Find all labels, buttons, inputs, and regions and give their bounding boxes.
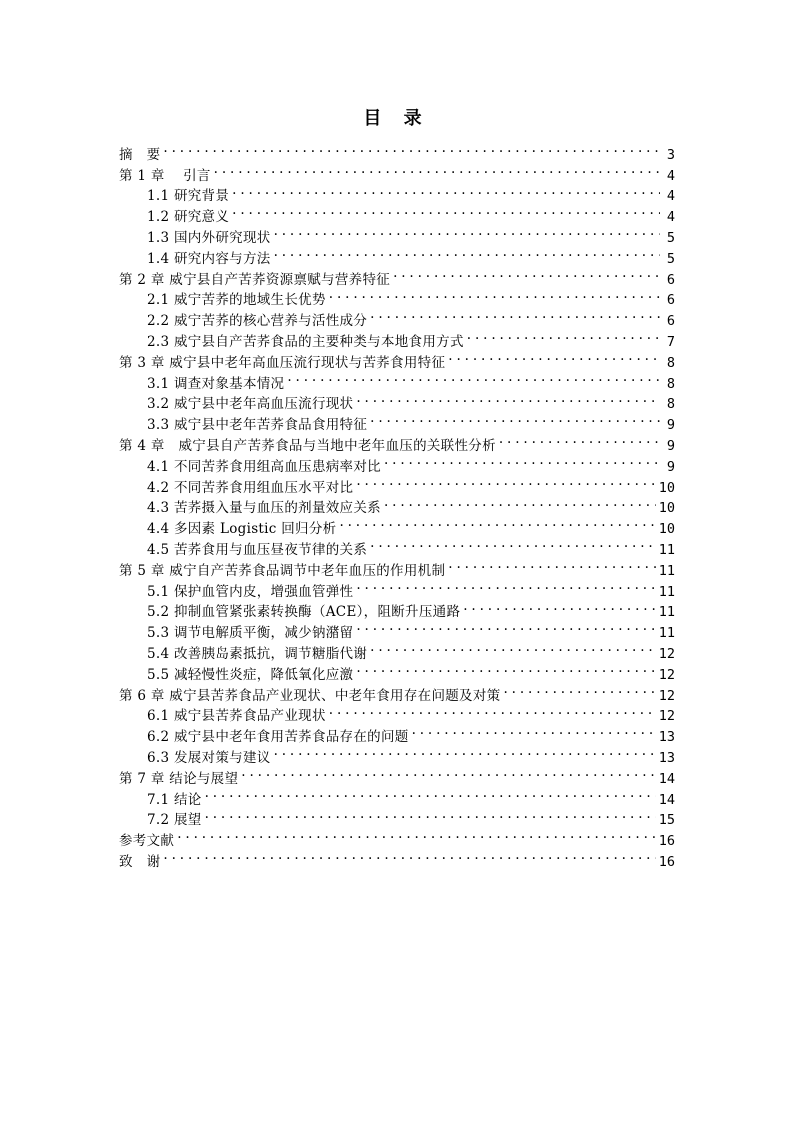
toc-dot-leader [448,346,660,367]
toc-entry-label: 1.1 研究背景 [147,188,230,205]
toc-dot-leader [339,512,655,533]
toc-entry-label: 6.1 威宁县苦荞食品产业现状 [147,708,326,725]
toc-entry-label: 第 5 章 威宁自产苦荞食品调节中老年血压的作用机制 [119,562,446,579]
toc-entry-label: 4.4 多因素 Logistic 回归分析 [147,521,337,538]
toc-page-number: 9 [666,458,675,475]
toc-chapter-entry[interactable] [119,824,675,850]
toc-entry-label: 3.1 调查对象基本情况 [147,375,285,392]
toc-page-number: 4 [666,167,675,184]
toc-page-number: 13 [658,749,675,766]
toc-page-number: 6 [666,313,675,330]
toc-page-number: 7 [666,333,675,350]
toc-page-number: 10 [658,479,675,496]
toc-dot-leader [163,845,655,866]
toc-title: 目 录 [363,108,430,129]
toc-dot-leader [287,367,660,388]
toc-page-number: 5 [666,250,675,267]
toc-entry-label: 5.5 减轻慢性炎症，降低氧化应激 [147,666,354,683]
toc-entry-label: 2.2 威宁苦荞的核心营养与活性成分 [147,313,368,330]
toc-list [119,138,675,870]
toc-page-number: 11 [658,541,675,558]
toc-page-number: 9 [666,417,675,434]
toc-dot-leader [463,596,655,617]
toc-dot-leader [356,575,655,596]
toc-page-number: 14 [658,770,675,787]
toc-entry-label: 4.3 苦荞摄入量与血压的剂量效应关系 [147,500,381,517]
toc-page-number: 8 [666,396,675,413]
toc-chapter-entry[interactable] [119,845,675,870]
toc-chapter-entry[interactable] [119,138,675,163]
toc-dot-leader [503,679,655,700]
toc-dot-leader [329,700,656,721]
toc-dot-leader [356,616,655,637]
toc-dot-leader [274,242,660,263]
toc-dot-leader [274,221,660,242]
toc-entry-label: 4.1 不同苦荞食用组高血压患病率对比 [147,458,381,475]
toc-dot-leader [356,388,660,409]
toc-dot-leader [370,304,660,325]
toc-dot-leader [467,325,660,346]
toc-page-number: 10 [658,500,675,517]
toc-entry-label: 第 4 章 威宁县自产苦荞食品与当地中老年血压的关联性分析 [119,437,496,454]
toc-entry-label: 4.5 苦荞食用与血压昼夜节律的关系 [147,541,368,558]
toc-entry-label: 致 谢 [119,853,161,870]
toc-dot-leader [393,263,660,284]
toc-page-number: 13 [658,729,675,746]
toc-dot-leader [177,824,656,845]
toc-page-number: 6 [666,292,675,309]
toc-page-number: 5 [666,229,675,246]
toc-entry-label: 7.1 结论 [147,791,202,808]
toc-entry-label: 6.2 威宁县中老年食用苦荞食品存在的问题 [147,729,409,746]
toc-entry-label: 5.1 保护血管内皮，增强血管弹性 [147,583,354,600]
toc-entry-label: 第 6 章 威宁县苦荞食品产业现状、中老年食用存在问题及对策 [119,687,501,704]
toc-entry-label: 2.1 威宁苦荞的地域生长优势 [147,292,326,309]
toc-entry-label: 第 3 章 威宁县中老年高血压流行现状与苦荞食用特征 [119,354,446,371]
toc-entry-label: 1.4 研究内容与方法 [147,250,271,267]
toc-dot-leader [370,533,656,554]
toc-page-number: 11 [658,583,675,600]
toc-entry-label: 第 1 章 引言 [119,167,211,184]
toc-page-number: 4 [666,188,675,205]
toc-dot-leader [370,408,660,429]
toc-entry-label: 7.2 展望 [147,812,202,829]
toc-page-number: 10 [658,521,675,538]
toc-page-number: 16 [658,833,675,850]
toc-dot-leader [205,804,656,825]
toc-page-number: 3 [666,146,675,163]
toc-dot-leader [241,762,655,783]
toc-page-number: 12 [658,645,675,662]
toc-page-number: 12 [658,708,675,725]
toc-page-number: 15 [658,812,675,829]
toc-section-entry[interactable] [119,804,675,829]
toc-entry-label: 第 7 章 结论与展望 [119,770,239,787]
toc-dot-leader [370,637,656,658]
toc-page-number: 12 [658,666,675,683]
toc-dot-leader [214,159,660,180]
toc-dot-leader [274,741,656,762]
toc-page-number: 4 [666,209,675,226]
toc-entry-label: 参考文献 [119,833,175,850]
toc-dot-leader [232,180,660,201]
toc-entry-label: 3.2 威宁县中老年高血压流行现状 [147,396,354,413]
toc-dot-leader [205,783,656,804]
toc-dot-leader [384,450,660,471]
toc-dot-leader [448,554,655,575]
toc-page-number: 8 [666,375,675,392]
toc-page-number: 12 [658,687,675,704]
toc-entry-label: 摘 要 [119,146,161,163]
toc-dot-leader [356,658,655,679]
toc-page-number: 11 [658,562,675,579]
toc-page-number: 6 [666,271,675,288]
toc-page-number: 14 [658,791,675,808]
toc-entry-label: 5.3 调节电解质平衡，减少钠潴留 [147,625,354,642]
toc-page-number: 9 [666,437,675,454]
toc-entry-label: 1.2 研究意义 [147,209,230,226]
toc-page-number: 11 [658,625,675,642]
toc-entry-label: 第 2 章 威宁县自产苦荞资源禀赋与营养特征 [119,271,391,288]
toc-entry-label: 1.3 国内外研究现状 [147,229,271,246]
toc-entry-label: 5.4 改善胰岛素抵抗，调节糖脂代谢 [147,645,368,662]
toc-entry-label: 6.3 发展对策与建议 [147,749,271,766]
toc-entry-label: 4.2 不同苦荞食用组血压水平对比 [147,479,354,496]
toc-page-number: 8 [666,354,675,371]
toc-entry-label: 3.3 威宁县中老年苦荞食品食用特征 [147,417,368,434]
toc-dot-leader [329,284,660,305]
toc-dot-leader [356,471,655,492]
toc-page-number: 11 [658,604,675,621]
toc-dot-leader [232,200,660,221]
toc-dot-leader [499,429,660,450]
toc-page-number: 16 [658,853,675,870]
toc-dot-leader [163,138,660,159]
toc-chapter-entry[interactable] [119,159,675,184]
toc-dot-leader [412,720,656,741]
toc-dot-leader [384,492,656,513]
toc-entry-label: 2.3 威宁县自产苦荞食品的主要种类与本地食用方式 [147,333,464,350]
toc-entry-label: 5.2 抑制血管紧张素转换酶（ACE），阻断升压通路 [147,604,461,621]
